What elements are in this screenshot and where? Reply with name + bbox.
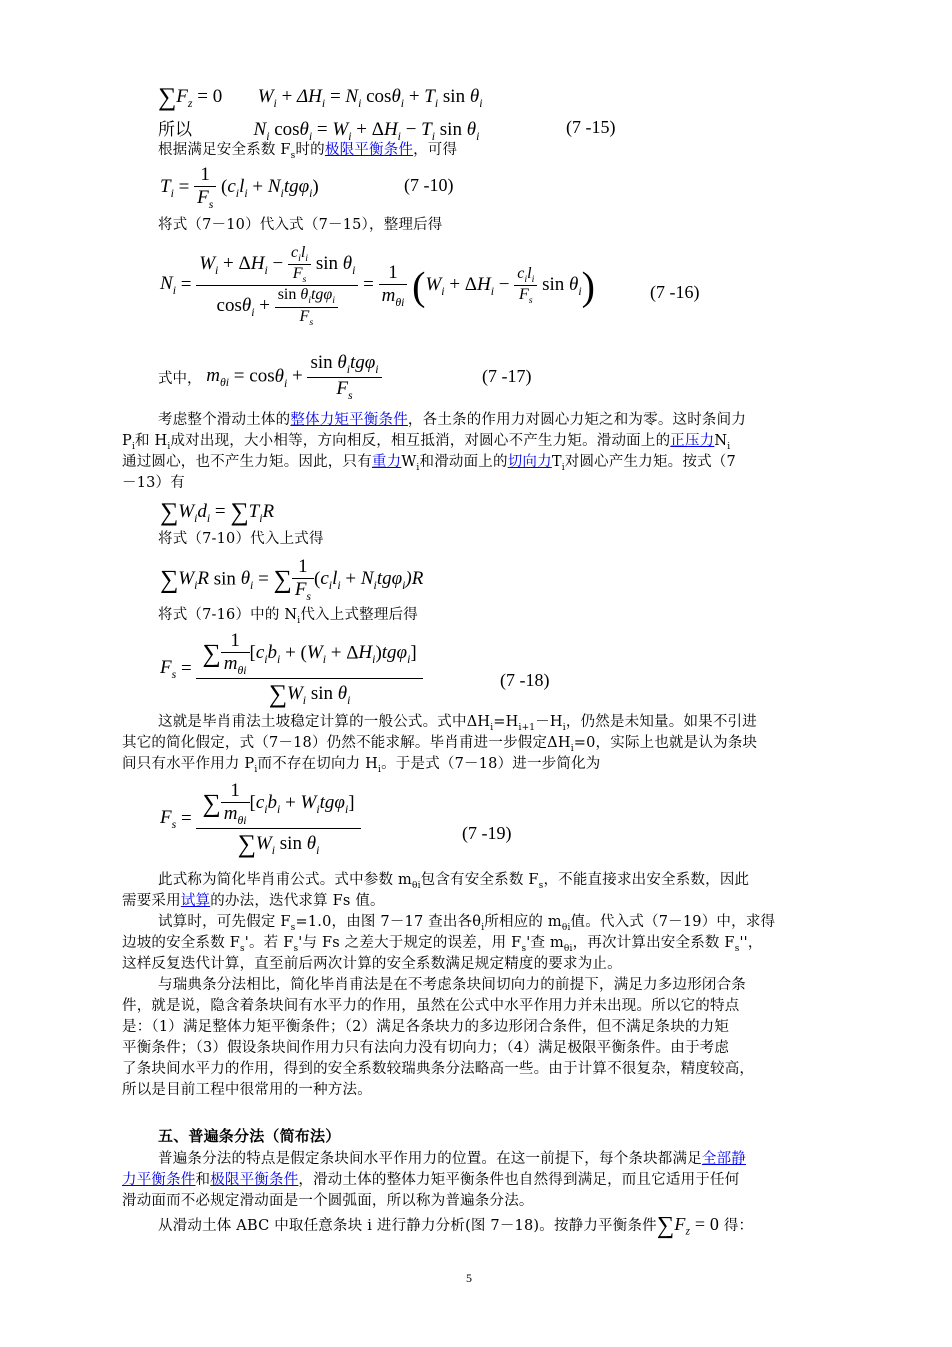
text-line: 将式（7-16）中的 $N_i$代入上式整理后得 [158,607,418,626]
text-line: $P_i$和 $H_i$成对出现，大小相等，方向相反，相互抵消，对圆心不产生力矩。滑动面上的正压力$N_i$ [122,433,731,452]
equation-moment: $\sum W_id_i = \sum T_iR$ [160,497,275,526]
text-line: 是：（1）满足整体力矩平衡条件；（2）满足各条块力的多边形闭合条件，但不满足条块的力矩 [122,1019,730,1035]
equation-number-7-16: (7 -16) [650,282,700,302]
link-full-static-equilibrium-cont[interactable]: 力平衡条件 [122,1172,196,1188]
text-line: 需要采用试算的办法，迭代求算 Fs 值。 [122,893,385,909]
text-line: 普遍条分法的特点是假定条块间水平作用力的位置。在这一前提下，每个条块都满足全部静 [158,1151,747,1167]
link-gravity[interactable]: 重力 [371,454,402,470]
text-line: 这样反复迭代计算，直至前后两次计算的安全系数满足规定精度的要求为止。 [122,956,622,972]
text-line: 件，就是说，隐含着条块间有水平力的作用，虽然在公式中水平作用力并未出现。所以它的特点 [122,998,740,1014]
equation-7-18: $F_s$ = ∑ $\frac{1}{m_{\theta i}}$ $[c_ib_i + (W_i + \Delta H_i)tg\varphi_i]$ $\sum W_i$ $\sin \theta_i$ [160,630,423,709]
equation-7-10: $T_i$ = $\frac{1}{F_s}$ $(c_il_i + N_itg\varphi_i)$ [160,164,319,211]
text-line: 力平衡条件和极限平衡条件，滑动土体的整体力矩平衡条件也自然得到满足，而且它适用于任何 [122,1172,740,1188]
link-normal-force[interactable]: 正压力 [670,433,715,449]
text-line: 与瑞典条分法相比，简化毕肖甫法是在不考虑条块间切向力的前提下，满足力多边形闭合条 [158,977,746,993]
text-line: 这就是毕肖甫法土坡稳定计算的一般公式。式中$\Delta H_i=H_{i+1}-H_i$，仍然是未知量。如果不引进 [158,714,757,733]
equation-number-7-18: (7 -18) [500,670,550,690]
text-line: 平衡条件；（3）假设条块间作用力只有法向力没有切向力；（4）满足极限平衡条件。由于考虑 [122,1040,730,1056]
text-line: 边坡的安全系数 $F_s'$。若 $F_s'$与 Fs 之差大于规定的误差，用 $F_s'$查 $m_{\theta i}$，再次计算出安全系数 $F_s''$， [122,935,763,954]
equation-force-balance: $\sum F_z = 0$ $W_i + \Delta H_i = N_i$ $\cos\theta_i + T_i$ $\sin \theta_i$ [158,82,483,111]
text-line: 其它的简化假定，式（7－18）仍然不能求解。毕肖甫进一步假定$\Delta H_i=0$，实际上也就是认为条块 [122,735,758,754]
equation-7-15: 所以 $N_i$ $\cos\theta_i = W_i + \Delta H_i - T_i$ $\sin \theta_i$ [158,119,480,143]
equation-7-16: $N_i$ = $W_i + \Delta H_i$ − $\frac{c_il_i}{F_s}$ $\sin \theta_i$ cosθ$_i$ + $\frac{\sin \theta_itg\varphi_i}{F_s}$ = $\frac{1}{m_{\theta i}}$ ($W_i + \Delta H_i$ − $\frac{c_il_i}{F_s}$ $\sin \theta_i$) [160,244,595,328]
link-limit-equilibrium-2[interactable]: 极限平衡条件 [210,1172,299,1188]
link-tangential-force[interactable]: 切向力 [507,454,552,470]
equation-7-17: 式中， $m_{\theta i} = \cos\theta_i$ + $\frac{\sin \theta_itg\varphi_i}{F_s}$ [158,352,382,403]
equation-number-7-15: (7 -15) [566,117,616,137]
equation-number-7-19: (7 -19) [462,823,512,843]
text-line: 所以是目前工程中很常用的一种方法。 [122,1082,372,1098]
text-line: －13）有 [122,475,185,491]
text-line: 根据满足安全系数 $F_s$时的极限平衡条件，可得 [158,142,458,161]
link-full-static-equilibrium[interactable]: 全部静 [701,1151,747,1167]
suoyi-label: 所以 [158,120,192,140]
section-heading: 五、普遍条分法（简布法） [158,1127,341,1145]
text-line: 将式（7-10）代入上式得 [158,531,324,547]
equation-number-7-17: (7 -17) [482,366,532,386]
text-line: 了条块间水平力的作用，得到的安全系数较瑞典条分法略高一些。由于计算不很复杂，精度较高， [122,1061,755,1077]
text-line: 滑动面而不必规定滑动面是一个圆弧面，所以称为普遍条分法。 [122,1193,534,1209]
text-line: 考虑整个滑动土体的整体力矩平衡条件，各土条的作用力对圆心力矩之和为零。这时条间力 [158,412,747,428]
link-limit-equilibrium[interactable]: 极限平衡条件 [324,142,414,158]
equation-7-19: $F_s$ = ∑ $\frac{1}{m_{\theta i}}$ $[c_ib_i + W_itg\varphi_i]$ $\sum W_i$ $\sin \theta_i$ [160,780,361,859]
text-line: 从滑动土体 ABC 中取任意条块 i 进行静力分析(图 7－18)。按静力平衡条件$\sum F_z = 0$ 得： [158,1212,754,1239]
equation-moment-substituted: $\sum W_iR$ $\sin \theta_i$ = ∑ $\frac{1}{F_s}$ $(c_il_i + N_itg\varphi_i)R$ [160,556,424,603]
text-line: 通过圆心，也不产生力矩。因此，只有重力$W_i$和滑动面上的切向力$T_i$对圆心产生力矩。按式（7 [122,454,736,473]
text-line: 此式称为简化毕肖甫公式。式中参数 $m_{\theta i}$包含有安全系数 $F_s$，不能直接求出安全系数，因此 [158,872,750,891]
equation-number-7-10: (7 -10) [404,175,454,195]
link-trial-calculation[interactable]: 试算 [180,893,211,909]
text-line: 将式（7－10）代入式（7－15），整理后得 [158,217,443,233]
page-number: 5 [466,1271,472,1285]
text-line: 试算时，可先假定 $F_s=1.0$，由图 7－17 查出各$\theta_i$所相应的 $m_{\theta i}$值。代入式（7－19）中，求得 [158,914,776,933]
link-overall-moment-equilibrium[interactable]: 整体力矩平衡条件 [290,412,408,428]
text-line: 间只有水平作用力 $P_i$而不存在切向力 $H_i$。于是式（7－18）进一步简化为 [122,756,601,775]
